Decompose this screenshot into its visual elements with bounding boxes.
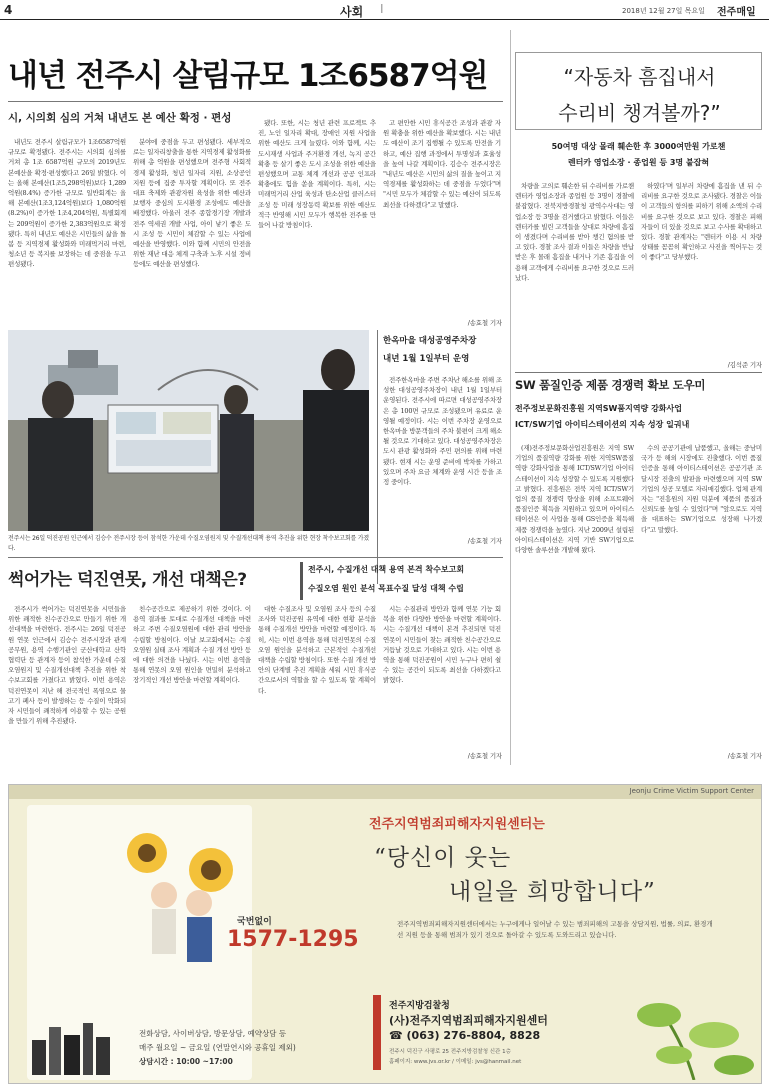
plant-illustration [624,985,759,1080]
section-name: 사회 [340,5,364,19]
ad-sponsor-1: 전주지방검찰청 [389,1001,450,1011]
sw-column-1: (재)전주정보문화산업진흥원은 지역 SW 기업의 품질역량 강화를 위한 지역SW품질역량 강화사업을 통해 ICT/SW기업 아이티스테이션이 지속 성장할 수 있도록 지원했다고 밝혔다. 진흥원은 전북 지역 ICT/SW기업의 품질 경쟁력 향상을 위해 소프트웨어 품질인증 획득을 지원하고 있으며 아이티스테이션은 이 사업을 통해 GS인증을 획득해 제품 경쟁력을 높였다. 지난 2009년 설립된 아이티스테이션은 지역 기반 SW기업으로 다양한 솔루션을 개발해 왔다. [515,444,634,555]
ad-slogan-2: 내일을 희망합니다” [449,879,656,905]
lake-column-2: 친수공간으로 제공하기 위한 것이다. 이 용역 결과를 토대로 수질개선 대책을 마련하고 주변 수질오염원에 대한 관리 방안을 수립할 방침이다. 이날 보고회에서는 수질 오염원 실태 조사 계획과 수질 개선 방안 등에 대한 의견을 나눴다. 시는 이번 용역을 통해 연못의 오염 원인을 면밀히 분석하고 장기적인 개선 방안을 마련할 계획이다. [133,605,251,685]
brief-body: 전주한옥마을 주변 주차난 해소를 위해 조성한 대성공영주차장이 내년 1월 1일부터 운영된다. 전주시에 따르면 대성공영주차장은 총 100면 규모로 조성됐으며 유료로 운영될 예정이다. 시는 이번 주차장 운영으로 한옥마을 방문객들의 주차 불편이 크게 해소될 것으로 기대하고 있다. 대성공영주차장은 도시 관광 활성화와 주민 편의를 위해 마련됐다. 현재 시는 운영 준비에 박차를 가하고 있으며 주차 요금 체계와 운영 시간 등을 조정 중이다. [383,376,502,487]
lake-column-4: 시는 수질관리 방안과 함께 연못 기능 회복을 위한 다양한 방안을 마련할 계획이다. 시는 수질개선 대책이 본격 추진되면 덕진연못이 시민들이 찾는 쾌적한 친수공간으로 거듭날 것으로 기대하고 있다. 시는 이번 용역을 통해 덕진공원이 시민 누구나 편히 쉴 수 있는 공간이 되도록 최선을 다하겠다고 밝혔다. [383,605,501,685]
lead-headline: 내년 전주시 살림규모 1조6587억원 [8,58,488,94]
victim-support-ad [8,784,762,1084]
lake-column-3: 대한 수질조사 및 오염원 조사 등의 수질조사와 덕진공원 유역에 대한 현황 분석을 통해 수질개선 방안을 마련할 예정이다. 특히, 시는 이번 용역을 통해 덕진연못의 수질오염 원인을 분석하고 근본적인 수질개선 대책을 수립할 방침이다. 또한 수질 개선 방안의 단계별 추진 계획을 세워 시민 휴식공간으로서의 역할을 할 수 있도록 할 계획이다. [258,605,376,695]
page-header [0,0,769,20]
car-column-2: 하였다'며 일부러 차량에 흠집을 낸 뒤 수리비를 요구한 것으로 조사됐다. 경찰은 이들이 고객들의 항의를 피하기 위해 소액의 수리비를 요구한 것으로 보고 있다. 경찰은 피해자들이 더 있을 것으로 보고 수사를 확대하고 있다. 경찰 관계자는 "렌터카 이용 시 차량 상태를 꼼꼼히 확인하고 사진을 찍어두는 것이 좋다"고 당부했다. [641,182,762,262]
sw-column-2: 수의 공공기관에 납품했고, 올해는 중남미 국가 등 해외 시장에도 진출했다. 이번 품질인증을 통해 아이티스테이션은 공공기관 조달시장 진출의 발판을 마련했으며 지역 SW기업의 성공 모델로 자리매김했다. 업체 관계자는 "진흥원의 지원 덕분에 제품의 품질과 신뢰도를 높일 수 있었다"며 "앞으로도 지역을 대표하는 SW기업으로 성장해 나가겠다"고 말했다. [641,444,762,534]
photo-caption: 전주시는 26일 덕진공원 인근에서 김승수 전주시장 등이 참석한 가운데 수질오염원지 및 수질개선대책 용역 추진을 위한 현장 착수보고회를 가졌다. [8,535,369,552]
ad-services: 전화상담, 사이버상담, 방문상담, 예약상담 등 [139,1029,287,1038]
lake-byline: /송효철 기자 [467,752,502,760]
ad-sponsor-2: (사)전주지역범죄피해자지원센터 [389,1014,548,1027]
lead-column-2: 분야에 중점을 두고 편성됐다. 세부적으로는 일자리창출을 통한 지역경제 활성화를 위해 총 억원을 편성했으며 전주형 사회적경제 활성화, 청년 일자리 지원, 소상공인 지원 등에 집중 투자할 계획이다. 또 전주 대표 축제와 관광자원 육성을 위한 예산과 보행자 중심의 도시환경 조성에도 예산을 배정했다. 아울러 전주 종합경기장 개발과 전주 역세권 개발 사업, 아이 낳기 좋은 도시 조성 등 시민이 체감할 수 있는 사업에 예산을 반영했다. 이와 함께 시민의 안전을 위한 재난 대응 체계 구축과 노후 시설 정비 등에도 예산을 편성했다. [133,138,251,269]
lake-headline: 썩어가는 덕진연못, 개선 대책은? [8,570,247,590]
ad-contact: 홈페이지: www.jvs.or.kr / 이메일: jvs@hanmail.net [389,1059,522,1065]
lead-column-1: 내년도 전주시 살림규모가 1조6587억원 규모로 확정됐다. 전주시는 시의회 심의를 거쳐 총 1조 6587억원 규모의 2019년도 본예산을 확정·편성했다고 26일 밝혔다. 이는 올해 본예산(1조5,298억원)보다 1,289억원(8.4%) 증가한 규모로 일반회계는 올해 본예산(1조3,124억원)보다 1,080억원(8.2%)이 증가한 1조4,204억원, 특별회계는 209억원이 증가한 2,383억원으로 확정됐다. 특히 내년도 예산은 시민들의 삶을 돌봄 등 지역경제 활성화와 미래먹거리 마련, 청소년 등 복지를 보장하는 데 중점을 두고 편성됐다. [8,138,126,269]
brief-title: 한옥마을 대성공영주차장 [383,336,477,346]
lake-column-1: 전주시가 썩어가는 덕진연못을 시민들을 위한 쾌적한 친수공간으로 만들기 위한 개선대책을 마련한다. 전주시는 26일 덕진공원 연못 인근에서 김승수 전주시장과 관계 공무원, 용역 수행기관인 군산대학교 산학협력단 등 관계자 등이 참석한 가운데 수질오염원지 및 수질개선대책 추진을 위한 착수보고회를 가졌다고 밝혔다. 이번 용역은 덕진연못이 지난 해 전국적인 폭염으로 물고기 폐사 등이 발생하는 등 수질이 악화되자 시민들이 쾌적하게 이용할 수 있는 공원을 만들기 위해 추진됐다. [8,605,126,726]
sw-subhead-1: 전주정보문화진흥원 지역SW품지역량 강화사업 [515,404,682,413]
lead-subhead: 시, 시의회 심의 거쳐 내년도 본 예산 확정 · 편성 [8,112,232,124]
lake-subhead-1: 전주시, 수질개선 대책 용역 본격 착수보고회 [308,565,465,574]
ad-description: 전주지역범죄피해자지원센터에서는 누구에게나 일어날 수 있는 범죄피해의 고통을 상담지원, 법률, 의료, 환경개선 지원 등을 통해 범죄가 있기 전으로 돌아갈 수 있도록 도와드리고 있습니다. [397,920,713,939]
brief-subtitle: 내년 1월 1일부터 운영 [383,354,470,364]
ad-slogan-1: “당신이 웃는 [374,845,512,871]
lake-top-divider [8,557,503,558]
car-byline: /김석준 기자 [727,361,762,369]
city-skyline-icon [27,1015,127,1075]
ad-hours-2: 상담시간 : 10:00 ~17:00 [139,1057,233,1066]
news-photo [8,330,369,531]
lead-column-4: 고 편안한 시민 휴식공간 조성과 관광 자원 확충을 위한 예산을 확보했다. 시는 내년도 예산이 조기 집행될 수 있도록 만전을 기하고, 예산 집행 과정에서 투명성과 효율성을 높여 나갈 계획이다. 김승수 전주시장은 "내년도 예산은 시민의 삶의 질을 높이고 지역경제를 활성화하는 데 중점을 두었다"며 "시민 모두가 체감할 수 있는 예산이 되도록 최선을 다하겠다"고 말했다. [383,119,501,209]
lead-byline: /송효철 기자 [467,319,502,327]
photo-scene [8,330,369,531]
sw-top-divider [515,372,762,373]
hotline-number: 1577-1295 [227,927,359,952]
sw-subhead-2: ICT/SW기업 아이티스테이션의 지속 성장 일궈내 [515,420,690,429]
page-number: 4 [4,3,13,17]
car-headline-line-1: “자동차 흠집내서 [563,65,716,89]
sw-headline: SW 품질인증 제품 경쟁력 확보 도우미 [515,378,706,392]
car-headline-box [515,52,762,130]
ad-sponsor-bar [373,995,381,1070]
hotline-label: 국번없이 [237,917,272,927]
children-with-sunflowers-illustration [119,825,239,965]
car-column-1: 차량을 고의로 훼손한 뒤 수리비를 가로챈 렌터카 영업소장과 종업원 등 3명이 경찰에 붙잡혔다. 전북지방경찰청 광역수사대는 영업소장 등 3명을 검거했다고 밝혔다. 이들은 렌터카를 빌린 고객들을 상대로 차량에 흠집이 생겼다며 수리비를 받아 챙긴 혐의를 받고 있다. 경찰 조사 결과 이들은 차량을 반납받은 후 몰래 흠집을 내거나 기존 흠집을 이용해 고객에게 수리비를 요구한 것으로 드러났다. [515,182,634,282]
lake-subhead-bar [300,562,303,600]
sw-byline: /송효철 기자 [727,752,762,760]
ad-address: 전주시 덕진구 사평로 25 전주지방검찰청 신관 1층 [389,1049,511,1055]
ad-org-english: Jeonju Crime Victim Support Center [629,787,754,795]
brief-byline: /송효철 기자 [467,537,502,545]
lake-subhead-2: 수질오염 원인 분석 목표수질 달성 대책 수립 [308,584,464,593]
ad-intro: 전주지역범죄피해자지원센터는 [369,817,545,832]
section-divider: I [380,2,384,16]
right-column-divider [510,30,511,765]
ad-phone: ☎ (063) 276-8804, 8828 [389,1029,541,1042]
car-headline-line-2: 수리비 챙겨볼까?” [558,101,721,125]
issue-date: 2018년 12월 27일 목요일 [622,7,705,15]
brief-divider [377,330,378,584]
ad-hours-1: 매주 월요일 ~ 금요일 (연말연시와 공휴일 제외) [139,1043,296,1052]
lead-divider [8,101,503,102]
car-subhead-2: 렌터카 영업소장 · 종업원 등 3명 붙잡혀 [567,158,710,167]
lead-column-3: 됐다. 또한, 시는 청년 관련 프로젝트 추진, 노인 일자리 확대, 장애인 지원 사업을 위한 예산도 크게 늘렸다. 이와 함께, 시는 도시재생 사업과 주거환경 개선, 녹지 공간 확충 등 살기 좋은 도시 조성을 위한 예산을 편성했으며 교통 체계 개선과 공공 인프라 확충에도 힘을 쏟을 계획이다. 특히, 시는 미래먹거리 산업 육성과 탄소산업 클러스터 조성 등 미래 성장동력 확보를 위한 예산도 적극 반영해 시민 모두가 행복한 전주를 만들어 나갈 방침이다. [258,119,376,230]
car-subhead-1: 50여명 대상 몰래 훼손한 후 3000여만원 가로챈 [551,142,726,151]
paper-name: 전주매일 [717,7,756,18]
